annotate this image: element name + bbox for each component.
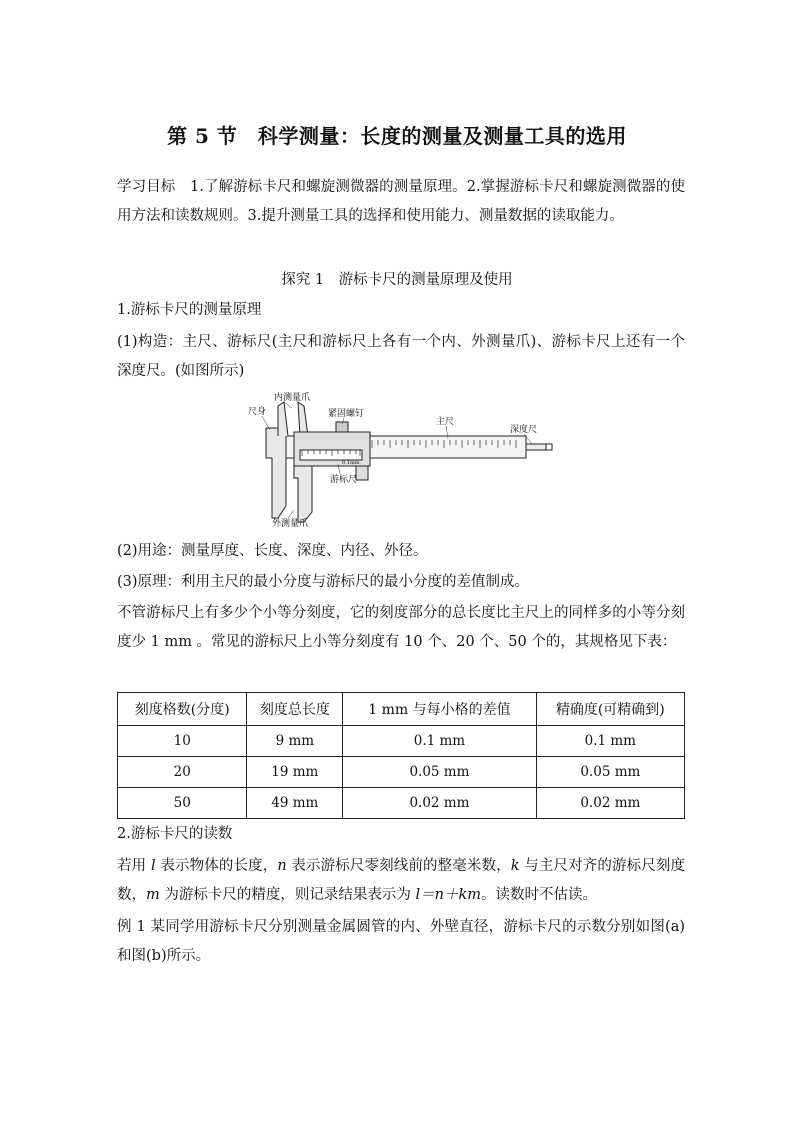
table-cell: 50 — [118, 788, 247, 819]
reading-formula: l＝n＋km — [415, 887, 481, 903]
goals-label: 学习目标 — [117, 179, 176, 195]
vernier-caliper-figure — [248, 388, 558, 528]
sliding-outer-jaw — [294, 466, 312, 522]
page-title: 第 5 节 科学测量：长度的测量及测量工具的选用 — [167, 124, 627, 148]
table-header-row — [118, 693, 685, 726]
text-segment: 表示游标尺零刻线前的整毫米数， — [286, 858, 511, 874]
table-row — [118, 726, 685, 757]
label-inner-jaw: 内测量爪 — [274, 393, 311, 403]
table-cell: 0.1 mm — [536, 726, 684, 757]
var-m: m — [146, 887, 160, 903]
table-row — [118, 788, 685, 819]
text-segment: 若用 — [117, 858, 151, 874]
depth-rod — [526, 444, 546, 450]
section-heading: 探究 1 游标卡尺的测量原理及使用 — [281, 272, 513, 288]
table-cell: 9 mm — [247, 726, 343, 757]
subheading-reading: 2.游标卡尺的读数 — [117, 826, 233, 842]
explain-paragraph: 不管游标尺上有多少个小等分刻度，它的刻度部分的总长度比主尺上的同样多的小等分刻度少 1 mm 。常见的游标尺上小等分刻度有 10 个、20 个、50 个的，其规格见下表： — [117, 605, 685, 650]
depth-rod-tip — [546, 444, 552, 450]
table-cell: 0.02 mm — [343, 788, 536, 819]
table-header: 精确度(可精确到) — [536, 693, 684, 726]
spec-table — [117, 692, 685, 819]
label-depth: 深度尺 — [510, 425, 538, 435]
table-header: 刻度总长度 — [247, 693, 343, 726]
thumb-grip — [356, 466, 368, 480]
principle-paragraph: (3)原理：利用主尺的最小分度与游标尺的最小分度的差值制成。 — [117, 574, 530, 590]
text-segment: 为游标卡尺的精度，则记录结果表示为 — [159, 887, 416, 903]
goals-text: 1.了解游标卡尺和螺旋测微器的测量原理。2.掌握游标卡尺和螺旋测微器的使用方法和读数规则。3.提升测量工具的选择和使用能力、测量数据的读取能力。 — [117, 179, 686, 224]
text-segment: 表示物体的长度， — [155, 858, 278, 874]
var-k: k — [510, 858, 520, 874]
table-cell: 20 — [118, 757, 247, 788]
table-cell: 0.02 mm — [536, 788, 684, 819]
use-paragraph: (2)用途：测量厚度、长度、深度、内径、外径。 — [117, 543, 428, 559]
learning-goals — [117, 173, 685, 231]
table-cell: 0.05 mm — [343, 757, 536, 788]
inner-jaw-fixed — [278, 402, 288, 436]
label-ruler-body: 尺身 — [248, 407, 267, 417]
example-paragraph: 例 1 某同学用游标卡尺分别测量金属圆管的内、外壁直径，游标卡尺的示数分别如图(a)和图(b)所示。 — [117, 919, 685, 964]
inner-jaw-sliding — [298, 402, 308, 436]
subheading-principle: 1.游标卡尺的测量原理 — [117, 302, 262, 318]
fixed-outer-jaw — [266, 428, 286, 518]
table-cell: 10 — [118, 726, 247, 757]
label-main-scale: 主尺 — [436, 417, 455, 427]
table-cell: 49 mm — [247, 788, 343, 819]
table-cell: 0.05 mm — [536, 757, 684, 788]
table-header: 刻度格数(分度) — [118, 693, 247, 726]
table-cell: 0.1 mm — [343, 726, 536, 757]
text-segment: 。读数时不估读。 — [480, 887, 597, 903]
var-n: n — [277, 858, 287, 874]
reading-paragraph — [117, 852, 685, 910]
table-header: 1 mm 与每小格的差值 — [343, 693, 536, 726]
table-cell: 19 mm — [247, 757, 343, 788]
label-screw: 紧固螺钉 — [328, 409, 365, 419]
label-precision: 0.1mm — [342, 460, 360, 466]
label-outer-jaw: 外测量爪 — [272, 519, 309, 528]
label-vernier: 游标尺 — [330, 475, 358, 485]
table-row — [118, 757, 685, 788]
var-l: l — [150, 858, 156, 874]
vernier-scale-strip — [300, 450, 362, 460]
construct-paragraph: (1)构造：主尺、游标尺(主尺和游标尺上各有一个内、外测量爪)、游标卡尺上还有一个深度尺。(如图所示) — [117, 334, 685, 379]
text-segment: 与主尺对齐的游标尺刻度数， — [117, 858, 686, 903]
